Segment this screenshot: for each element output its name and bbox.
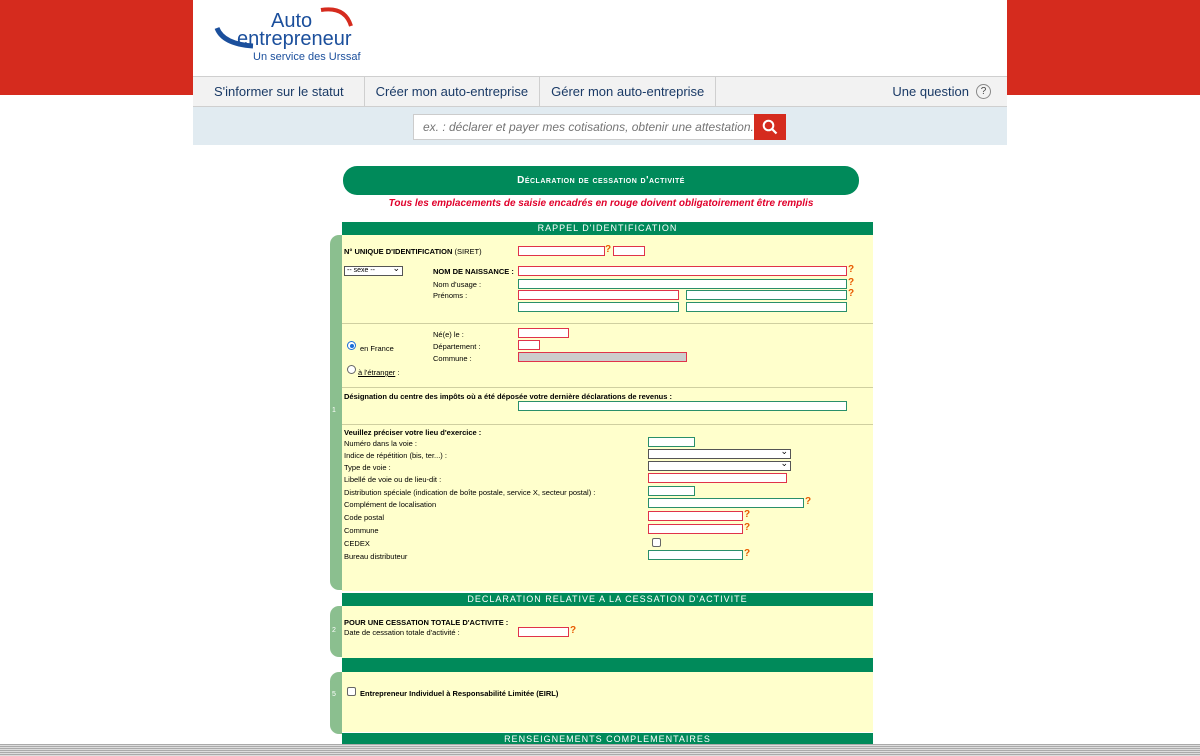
required-mark: ?: [848, 277, 855, 288]
required-mark: ?: [805, 496, 812, 507]
window-bottom-edge: [0, 744, 1200, 756]
section-panel-eirl: [342, 672, 873, 732]
departement-input[interactable]: [518, 340, 540, 350]
nom-usage-label: Nom d'usage :: [433, 280, 482, 289]
required-mark: ?: [605, 244, 612, 255]
search-input[interactable]: [413, 114, 755, 140]
prenom-1-input[interactable]: [518, 290, 679, 300]
libelle-voie-input[interactable]: [648, 473, 787, 483]
section-tab-2: [330, 606, 342, 657]
bureau-label: Bureau distributeur: [344, 552, 408, 561]
required-mark: ?: [744, 509, 751, 520]
etranger-colon: :: [395, 368, 400, 377]
required-mark: ?: [848, 264, 855, 275]
cedex-checkbox[interactable]: [652, 538, 661, 547]
centre-impots-label: Désignation du centre des impôts où a été déposée votre dernière déclarations de revenus :: [344, 392, 673, 401]
cessation-totale-label: POUR UNE CESSATION TOTALE D'ACTIVITE :: [344, 618, 509, 627]
nom-naissance-input[interactable]: [518, 266, 847, 276]
radio-en-france-label: en France: [360, 344, 394, 353]
prenom-2-input[interactable]: [686, 290, 847, 300]
section-header-cessation: DECLARATION RELATIVE A LA CESSATION D'ACTIVITE: [342, 593, 873, 606]
bureau-input[interactable]: [648, 550, 743, 560]
nav-item-gerer[interactable]: Gérer mon auto-entreprise: [540, 77, 716, 106]
section-number: 5: [332, 691, 336, 698]
header: [193, 0, 1007, 76]
section-header-eirl: [342, 658, 873, 672]
nav-question[interactable]: [892, 77, 991, 106]
cedex-label: CEDEX: [344, 539, 370, 548]
divider: [342, 387, 873, 388]
code-postal-input[interactable]: [648, 511, 743, 521]
lieu-exercice-label: Veuillez préciser votre lieu d'exercice :: [344, 428, 482, 437]
distribution-input[interactable]: [648, 486, 695, 496]
search-button[interactable]: [754, 114, 786, 140]
required-mark: ?: [848, 288, 855, 299]
section-tab-5: [330, 672, 342, 734]
form-title: Déclaration de cessation d'activité: [343, 166, 859, 195]
commune-naissance-input[interactable]: [518, 352, 687, 362]
required-fields-warning: Tous les emplacements de saisie encadrés en rouge doivent obligatoirement être remplis: [388, 198, 814, 209]
code-postal-label: Code postal: [344, 513, 385, 522]
eirl-checkbox[interactable]: [347, 687, 356, 696]
question-mark-icon: ?: [976, 84, 991, 99]
commune-exercice-label: Commune: [344, 526, 379, 535]
date-cessation-label: Date de cessation totale d'activité :: [344, 628, 460, 637]
section-number: 2: [332, 627, 336, 634]
nav-question-label: Une question: [892, 84, 969, 99]
logo-tagline: Un service des Urssaf: [253, 51, 361, 63]
numero-voie-input[interactable]: [648, 437, 695, 447]
siret-key-input[interactable]: [613, 246, 645, 256]
siret-suffix: (SIRET): [454, 247, 482, 256]
nom-naissance-label: NOM DE NAISSANCE :: [433, 267, 514, 276]
nav-item-creer[interactable]: Créer mon auto-entreprise: [365, 77, 540, 106]
siret-label-text: N° UNIQUE D'IDENTIFICATION: [344, 247, 453, 256]
section-header-identification: RAPPEL D'IDENTIFICATION: [342, 222, 873, 235]
siret-label: [344, 247, 482, 256]
ne-le-label: Né(e) le :: [433, 330, 464, 339]
logo-text-entrepreneur: entrepreneur: [237, 28, 352, 50]
prenoms-label: Prénoms :: [433, 291, 468, 300]
section-header-renseignements: RENSEIGNEMENTS COMPLEMENTAIRES: [342, 733, 873, 746]
required-mark: ?: [744, 522, 751, 533]
complement-input[interactable]: [648, 498, 804, 508]
centre-impots-input[interactable]: [518, 401, 847, 411]
commune-label: Commune :: [433, 354, 472, 363]
distribution-label: Distribution spéciale (indication de boîte postale, service X, secteur postal) :: [344, 488, 596, 497]
siret-input[interactable]: [518, 246, 605, 256]
nom-usage-input[interactable]: [518, 279, 847, 289]
eirl-label: Entrepreneur Individuel à Responsabilité Limitée (EIRL): [360, 689, 559, 698]
section-number: 1: [332, 407, 336, 414]
sexe-select[interactable]: -- sexe -- ⌄: [344, 266, 403, 276]
complement-label: Complément de localisation: [344, 500, 437, 509]
page: [193, 0, 1007, 756]
search-bar: [193, 107, 1007, 145]
required-mark: ?: [570, 625, 577, 636]
radio-en-france[interactable]: [347, 341, 356, 350]
date-naissance-input[interactable]: [518, 328, 569, 338]
prenom-3-input[interactable]: [518, 302, 679, 312]
section-tab-1: [330, 235, 342, 590]
prenom-4-input[interactable]: [686, 302, 847, 312]
departement-label: Département :: [433, 342, 481, 351]
search-icon: [762, 119, 778, 135]
radio-etranger[interactable]: [347, 365, 356, 374]
logo-text-auto: Auto: [271, 10, 313, 32]
commune-exercice-input[interactable]: [648, 524, 743, 534]
indice-label: Indice de répétition (bis, ter...) :: [344, 451, 447, 460]
etranger-link[interactable]: à l'étranger: [358, 368, 396, 377]
autoentrepreneur-logo[interactable]: [213, 6, 363, 66]
required-mark: ?: [744, 548, 751, 559]
nav-item-informer[interactable]: S'informer sur le statut: [193, 77, 365, 106]
indice-select[interactable]: [648, 449, 791, 459]
date-cessation-input[interactable]: [518, 627, 569, 637]
main-nav: [193, 76, 1007, 107]
radio-etranger-label: [358, 368, 399, 377]
numero-voie-label: Numéro dans la voie :: [344, 439, 417, 448]
libelle-voie-label: Libellé de voie ou de lieu-dit :: [344, 475, 442, 484]
divider: [342, 323, 873, 324]
type-voie-label: Type de voie :: [344, 463, 391, 472]
type-voie-select[interactable]: [648, 461, 791, 471]
divider: [342, 424, 873, 425]
